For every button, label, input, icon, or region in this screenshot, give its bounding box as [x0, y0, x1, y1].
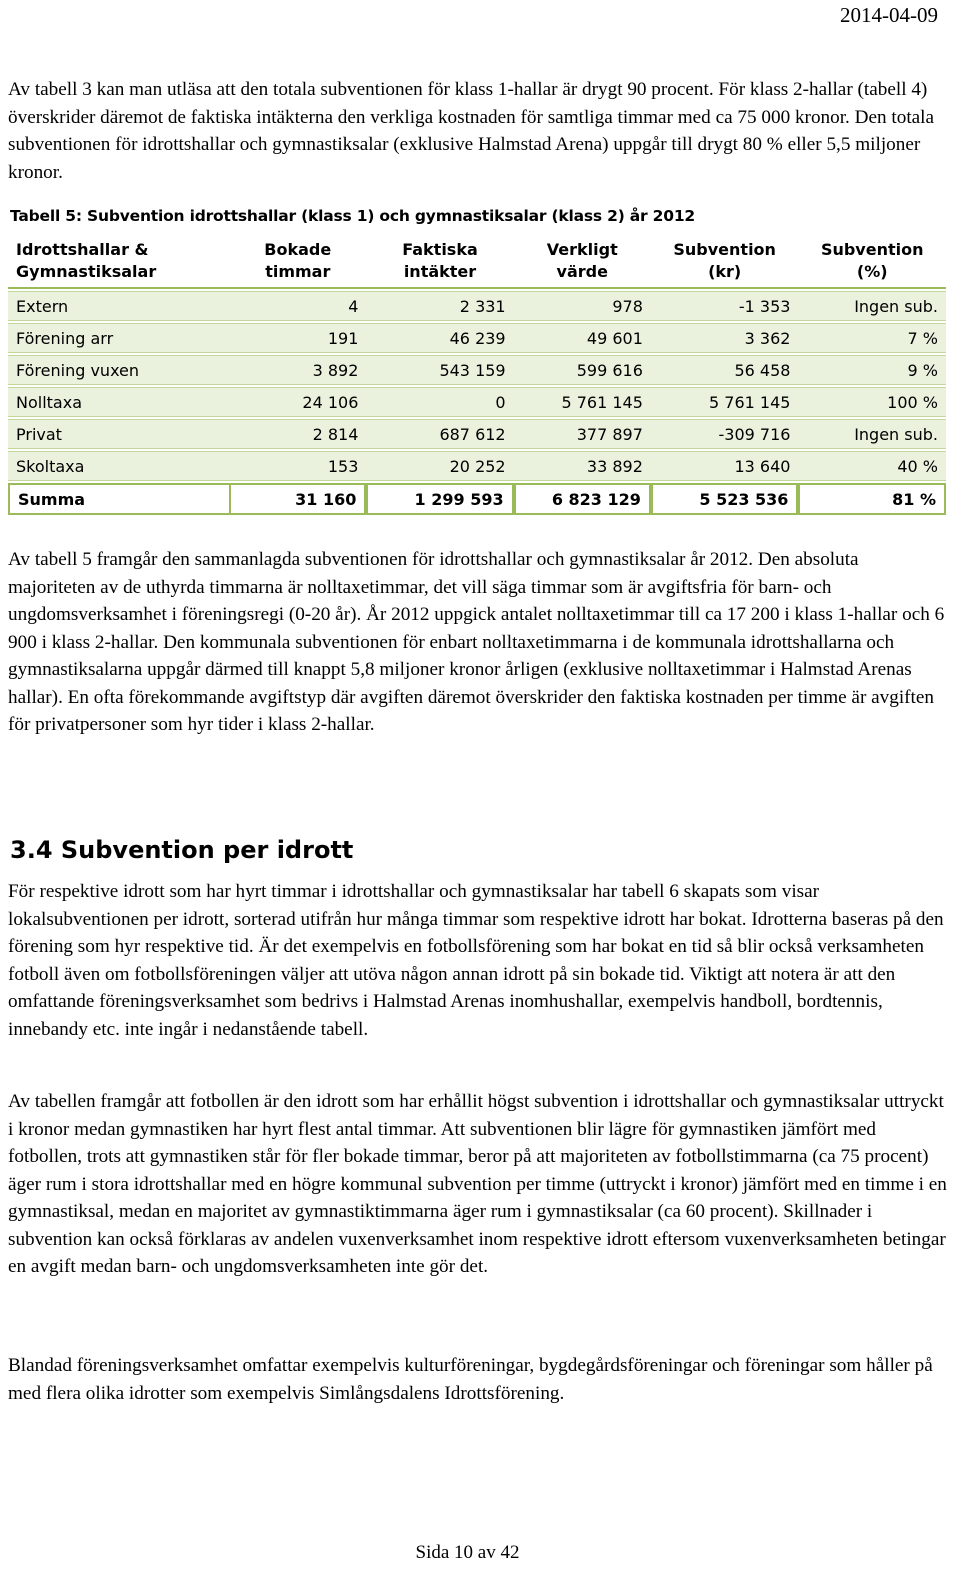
table-cell: 24 106 [229, 387, 366, 417]
table-cell: 2 331 [366, 291, 513, 321]
section-heading: 3.4 Subvention per idrott [10, 836, 354, 864]
header-date: 2014-04-09 [840, 3, 938, 27]
table-cell: 9 % [798, 355, 946, 385]
table-cell: 31 160 [229, 483, 366, 515]
table-cell: 3 362 [651, 323, 799, 353]
table-cell: Skoltaxa [8, 451, 229, 481]
table-caption: Tabell 5: Subvention idrottshallar (klass 1) och gymnastiksalar (klass 2) år 2012 [10, 207, 696, 225]
table-cell: 56 458 [651, 355, 799, 385]
table-cell: 377 897 [514, 419, 651, 449]
table-cell: Ingen sub. [798, 291, 946, 321]
table-cell: 599 616 [514, 355, 651, 385]
table-cell: Nolltaxa [8, 387, 229, 417]
column-header: Verkligt värde [514, 239, 651, 289]
subvention-table [8, 237, 946, 517]
table-cell: 46 239 [366, 323, 513, 353]
table-cell: 100 % [798, 387, 946, 417]
column-header: Faktiska intäkter [366, 239, 513, 289]
page-number: Sida 10 av 42 [415, 1542, 520, 1563]
table-cell: -1 353 [651, 291, 799, 321]
column-header: Subvention (kr) [651, 239, 799, 289]
table-cell: 3 892 [229, 355, 366, 385]
table-cell: 543 159 [366, 355, 513, 385]
table-cell: 5 761 145 [651, 387, 799, 417]
table-cell: 6 823 129 [514, 483, 651, 515]
table-row [8, 451, 946, 481]
column-header: Subvention (%) [798, 239, 946, 289]
table-cell: Extern [8, 291, 229, 321]
table-cell: 81 % [798, 483, 946, 515]
table-row [8, 323, 946, 353]
table-cell: 153 [229, 451, 366, 481]
table-row [8, 355, 946, 385]
paragraph-mixed-associations: Blandad föreningsverksamhet omfattar exempelvis kulturföreningar, bygdegårdsföreningar och föreningar som håller på med flera olika idrotter som exempelvis Simlångsdalens Idrottsförening. [8, 1355, 933, 1404]
table-cell: 5 523 536 [651, 483, 799, 515]
table-cell: 13 640 [651, 451, 799, 481]
paragraph-per-sport: För respektive idrott som har hyrt timmar i idrottshallar och gymnastiksalar har tabell 6 skapats som visar lokalsubventionen per idrott, sorterad utifrån hur många timmar som respektive idrott har bokat. Idrotterna baseras på den förening som hyr respektive tid. Är det exempelvis en fotbollsförening som har bokat en tid så blir också verksamheten fotboll även om fotbollsföreningen väljer att utöva någon annan idrott på sin bokade tid. Viktigt att notera är att den omfattande föreningsverksamhet som bedrivs i Halmstad Arenas inomhushallar, exempelvis handboll, bordtennis, innebandy etc. inte ingår i nedanstående tabell. [8, 881, 944, 1040]
paragraph-intro: Av tabell 3 kan man utläsa att den totala subventionen för klass 1-hallar är drygt 90 procent. För klass 2-hallar (tabell 4) överskrider däremot de faktiska intäkterna den verkliga kostnaden för samtliga timmar med ca 75 000 kronor. Den totala subventionen för idrottshallar och gymnastiksalar (exklusive Halmstad Arena) uppgår till drygt 80 % eller 5,5 miljoner kronor. [8, 79, 935, 183]
table-total-row [8, 483, 946, 515]
table-cell: Förening arr [8, 323, 229, 353]
table-header-row [8, 239, 946, 289]
table-cell: Ingen sub. [798, 419, 946, 449]
table-cell: Summa [8, 483, 229, 515]
table-cell: 7 % [798, 323, 946, 353]
paragraph-table-summary: Av tabell 5 framgår den sammanlagda subventionen för idrottshallar och gymnastiksalar år 2012. Den absoluta majoriteten av de uthyrda timmarna är nolltaxetimmar, det vill säga timmar som är avgiftsfria för barn- och ungdomsverksamhet i föreningsregi (0-20 år). År 2012 uppgick antalet nolltaxetimmar till ca 17 200 i klass 1-hallar och 6 900 i klass 2-hallar. Den kommunala subventionen för enbart nolltaxetimmarna i de kommunala idrottshallarna och gymnastiksalarna uppgår därmed till knappt 5,8 miljoner kronor årligen (exklusive nolltaxetimmar i Halmstad Arenas hallar). En ofta förekommande avgiftstyp där avgiften däremot överskrider den faktiska kostnaden per timme är avgiften för privatpersoner som hyr tider i klass 2-hallar. [8, 549, 945, 735]
table-cell: Förening vuxen [8, 355, 229, 385]
table-cell: 687 612 [366, 419, 513, 449]
paragraph-football-gymnastics: Av tabellen framgår att fotbollen är den idrott som har erhållit högst subvention i idrottshallar och gymnastiksalar uttryckt i kronor medan gymnastiken har hyrt flest antal timmar. Att subventionen blir lägre för gymnastiken jämfört med fotbollen, trots att gymnastiken står för fler bokade timmar, beror på att majoriteten av fotbollstimmarna (ca 75 procent) äger rum i stora idrottshallar med en högre kommunal subvention per timme (uttryckt i kronor) jämfört med en timme i en gymnastiksal, medan en majoritet av gymnastiktimmarna äger rum i gymnastiksalar (ca 60 procent). Skillnader i subvention kan också förklaras av andelen vuxenverksamhet inom respektive idrott eftersom vuxenverksamheten betingar en avgift medan barn- och ungdomsverksamheten inte gör det. [8, 1091, 947, 1277]
table-cell: 2 814 [229, 419, 366, 449]
table-cell: 0 [366, 387, 513, 417]
table-cell: 1 299 593 [366, 483, 513, 515]
table-row [8, 387, 946, 417]
table-cell: 4 [229, 291, 366, 321]
table-cell: 49 601 [514, 323, 651, 353]
table-cell: 33 892 [514, 451, 651, 481]
column-header: Idrottshallar & Gymnastiksalar [8, 239, 229, 289]
table-cell: 191 [229, 323, 366, 353]
table-cell: 40 % [798, 451, 946, 481]
table-cell: 5 761 145 [514, 387, 651, 417]
table-row [8, 291, 946, 321]
table-cell: 978 [514, 291, 651, 321]
table-cell: 20 252 [366, 451, 513, 481]
table-cell: Privat [8, 419, 229, 449]
table-cell: -309 716 [651, 419, 799, 449]
table-row [8, 419, 946, 449]
column-header: Bokade timmar [229, 239, 366, 289]
